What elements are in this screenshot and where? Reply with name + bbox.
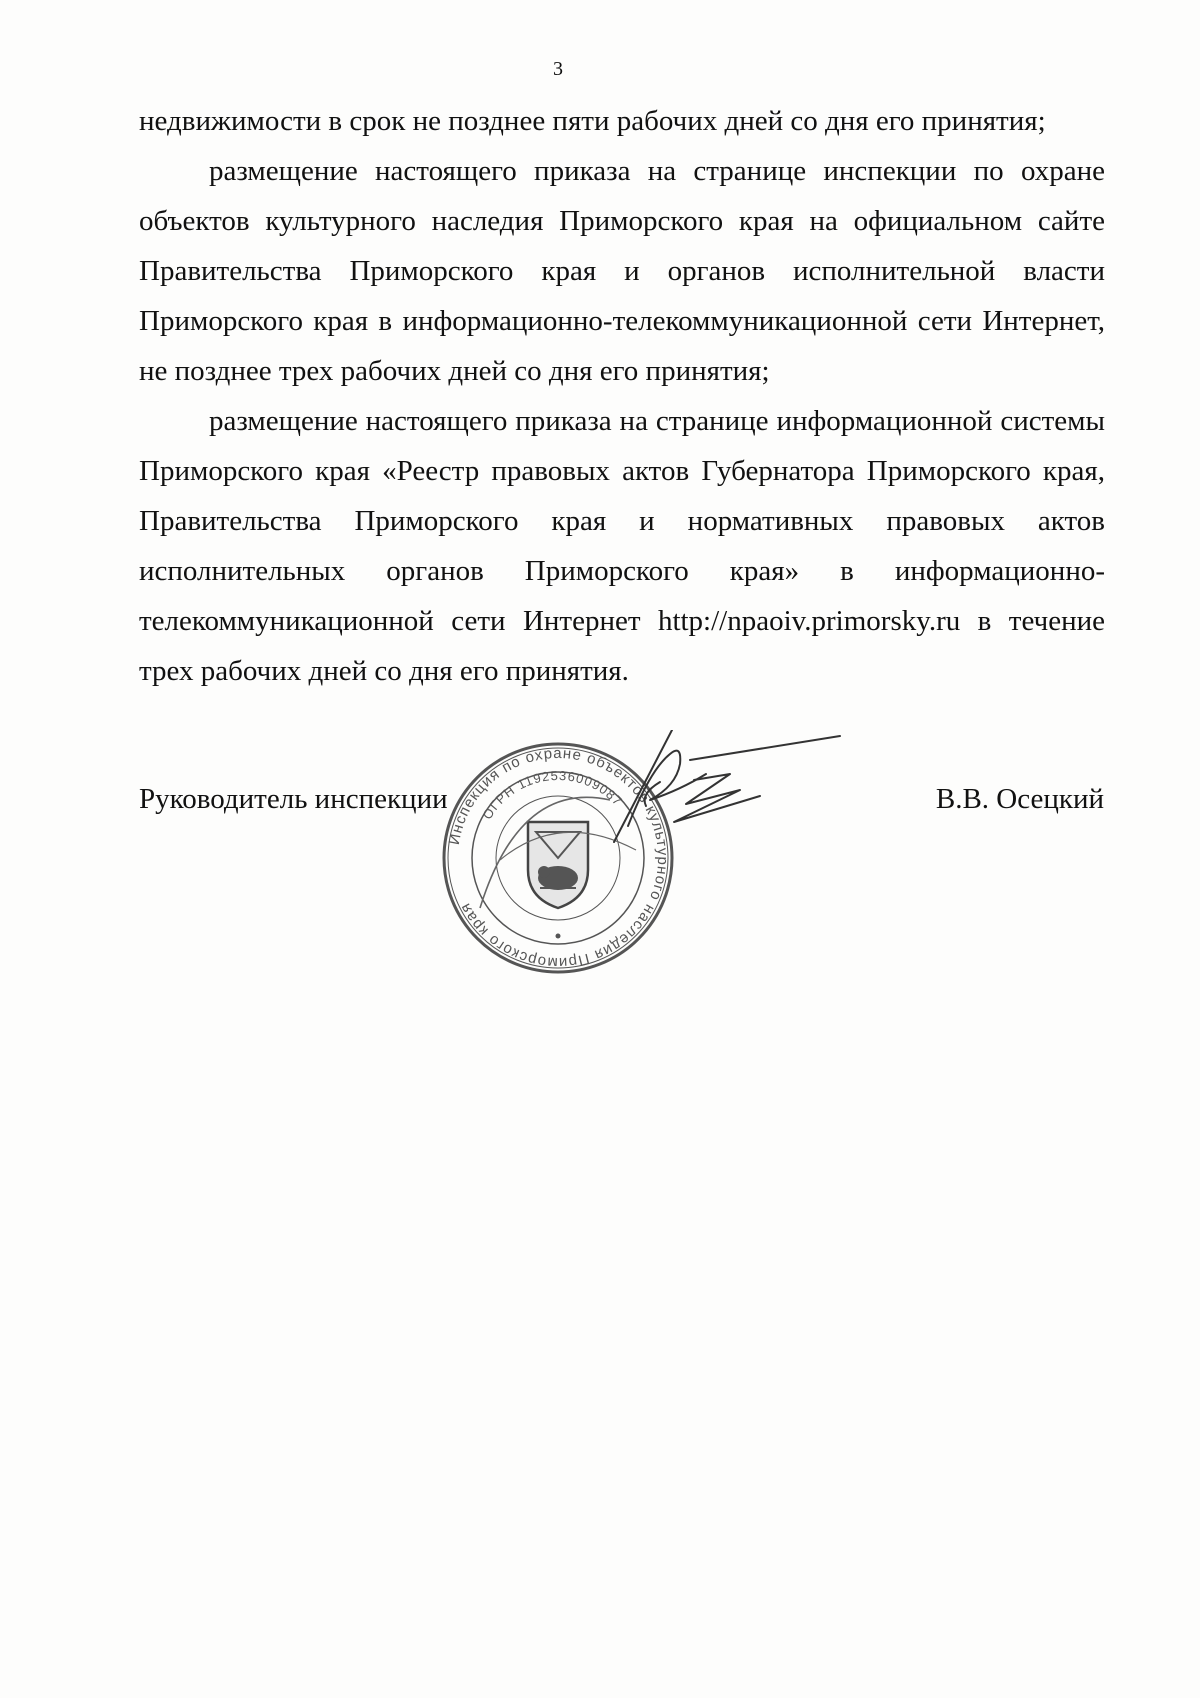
paragraph-3: размещение настоящего приказа на странице информационной системы Приморского края «Реестр правовых актов Губернатора Приморского края, Правительства Приморского края и нормативных правовых актов исполнительных органов Приморского края» в информационно-телекоммуникационной сети Интернет http://npaoiv.primorsky.ru в течение трех рабочих дней со дня его принятия. [139,405,1105,687]
page-number: 3 [553,58,563,80]
body-text [139,96,1105,696]
paragraph-1: недвижимости в срок не позднее пяти рабочих дней со дня его принятия; [139,105,1046,137]
handwritten-signature [610,730,850,850]
signatory-name: В.В. Осецкий [935,783,1104,815]
seal-ogrn-text: ОГРН 1192536009087 [479,767,626,822]
coat-of-arms-emblem [528,822,588,908]
seal-outer-text: Инспекция по охране объектов культурного наследия Приморского края [445,744,672,972]
signatory-position: Руководитель инспекции [139,783,448,815]
paragraph-2: размещение настоящего приказа на странице инспекции по охране объектов культурного наследия Приморского края на официальном сайте Правительства Приморского края и органов исполнительной власти Приморского края в информационно-телекоммуникационной сети Интернет, не позднее трех рабочих дней со дня его принятия; [139,155,1105,387]
